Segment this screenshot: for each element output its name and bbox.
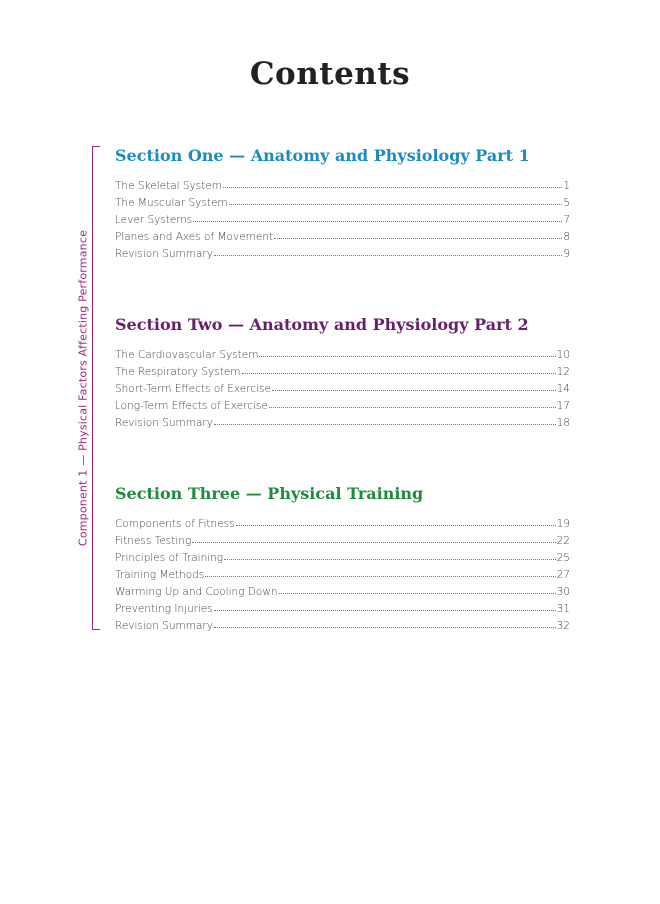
toc-entry[interactable] <box>115 361 570 378</box>
toc-entry-title: The Muscular System <box>115 197 228 209</box>
toc-entry-title: Fitness Testing <box>115 535 192 547</box>
toc-entry-page: 12 <box>556 366 570 378</box>
dot-leader <box>269 406 556 408</box>
toc-entry-title: Planes and Axes of Movement <box>115 231 274 243</box>
toc-entry-page: 8 <box>563 231 570 243</box>
toc-entry-page: 10 <box>556 349 570 361</box>
toc-entry[interactable] <box>115 243 570 260</box>
component-bracket-line <box>92 146 93 630</box>
dot-leader <box>259 355 555 357</box>
toc-entry-page: 32 <box>556 620 570 632</box>
dot-leader <box>205 575 555 577</box>
section-three <box>115 484 570 632</box>
component-label: Component 1 — Physical Factors Affecting Performance <box>77 226 90 550</box>
dot-leader <box>229 203 563 205</box>
toc-entry[interactable] <box>115 581 570 598</box>
dot-leader <box>223 186 562 188</box>
toc-entry-title: Short-Term Effects of Exercise <box>115 383 271 395</box>
toc-entry-title: Components of Fitness <box>115 518 235 530</box>
dot-leader <box>214 423 556 425</box>
toc-entry-page: 30 <box>556 586 570 598</box>
toc-entry[interactable] <box>115 547 570 564</box>
toc-entry-title: The Cardiovascular System <box>115 349 259 361</box>
component-bracket <box>92 146 100 630</box>
page-title: Contents <box>249 56 411 92</box>
component-bracket-top-tick <box>92 146 100 147</box>
toc-entry-title: Principles of Training <box>115 552 224 564</box>
section-two <box>115 315 570 429</box>
toc-entry-page: 17 <box>556 400 570 412</box>
dot-leader <box>224 558 556 560</box>
toc-entry[interactable] <box>115 615 570 632</box>
toc-entry-page: 7 <box>563 214 570 226</box>
dot-leader <box>279 592 556 594</box>
dot-leader <box>242 372 556 374</box>
section-entries <box>115 344 570 429</box>
section-heading[interactable]: Section Three — Physical Training <box>115 484 424 503</box>
dot-leader <box>192 541 555 543</box>
toc-entry-page: 25 <box>556 552 570 564</box>
component-bracket-bottom-tick <box>92 629 100 630</box>
toc-entry[interactable] <box>115 175 570 192</box>
toc-entry-title: Preventing Injuries <box>115 603 213 615</box>
dot-leader <box>214 609 556 611</box>
toc-entry[interactable] <box>115 378 570 395</box>
toc-entry[interactable] <box>115 395 570 412</box>
section-one <box>115 146 570 260</box>
toc-entry[interactable] <box>115 530 570 547</box>
toc-entry[interactable] <box>115 412 570 429</box>
dot-leader <box>214 626 556 628</box>
toc-entry-page: 1 <box>563 180 570 192</box>
dot-leader <box>274 237 562 239</box>
toc-entry-title: Lever Systems <box>115 214 193 226</box>
toc-entry-page: 14 <box>556 383 570 395</box>
toc-entry[interactable] <box>115 192 570 209</box>
toc-entry-page: 27 <box>556 569 570 581</box>
section-heading[interactable]: Section Two — Anatomy and Physiology Part 2 <box>115 315 529 334</box>
dot-leader <box>214 254 562 256</box>
toc-entry-title: Warming Up and Cooling Down <box>115 586 278 598</box>
section-entries <box>115 513 570 632</box>
toc-entry-title: Training Methods <box>115 569 205 581</box>
toc-entry-page: 22 <box>556 535 570 547</box>
toc-entry-title: The Respiratory System <box>115 366 241 378</box>
toc-entry-title: Revision Summary <box>115 417 213 429</box>
toc-entry[interactable] <box>115 344 570 361</box>
toc-entry-title: Long-Term Effects of Exercise <box>115 400 268 412</box>
dot-leader <box>193 220 562 222</box>
toc-entry[interactable] <box>115 598 570 615</box>
section-heading[interactable]: Section One — Anatomy and Physiology Part 1 <box>115 146 530 165</box>
section-entries <box>115 175 570 260</box>
toc-entry[interactable] <box>115 513 570 530</box>
toc-entry[interactable] <box>115 564 570 581</box>
toc-entry-page: 9 <box>563 248 570 260</box>
dot-leader <box>272 389 556 391</box>
dot-leader <box>236 524 556 526</box>
toc-entry-page: 19 <box>556 518 570 530</box>
toc-entry-title: Revision Summary <box>115 248 213 260</box>
toc-entry[interactable] <box>115 226 570 243</box>
toc-entry-title: Revision Summary <box>115 620 213 632</box>
toc-entry-title: The Skeletal System <box>115 180 223 192</box>
toc-entry-page: 18 <box>556 417 570 429</box>
toc-entry[interactable] <box>115 209 570 226</box>
toc-entry-page: 5 <box>563 197 570 209</box>
toc-entry-page: 31 <box>556 603 570 615</box>
